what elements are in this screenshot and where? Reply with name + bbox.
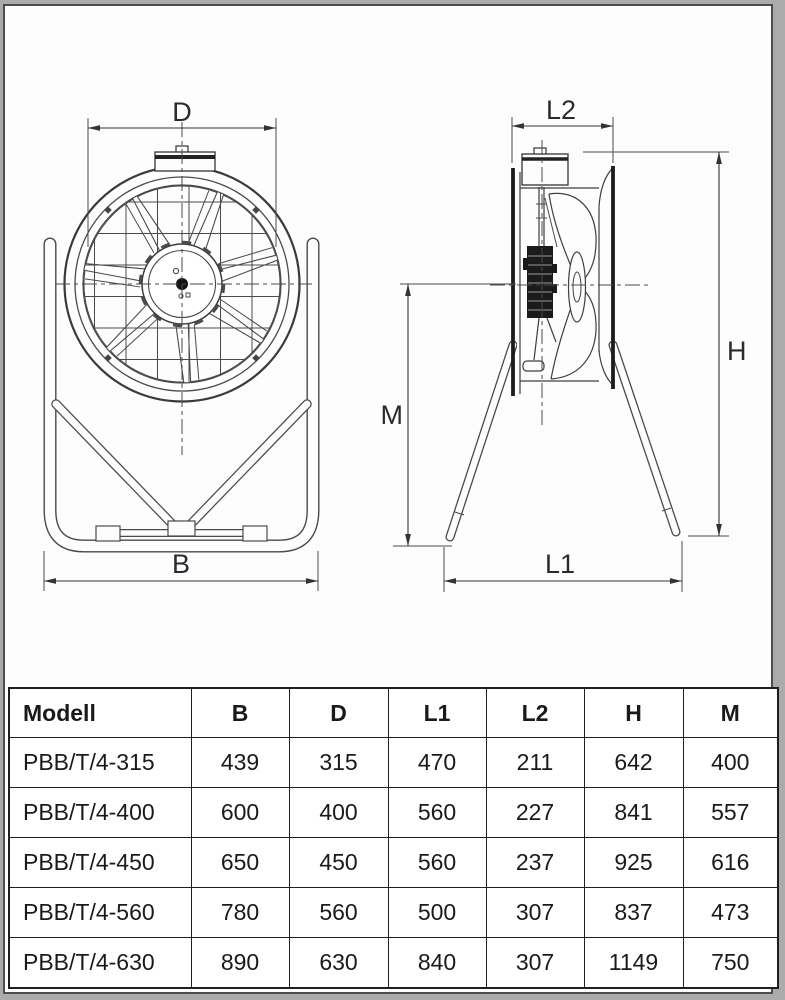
table-row (9, 938, 778, 989)
dimension-label-d: D (172, 97, 192, 127)
dimension-b (44, 549, 318, 591)
column-header-h: H (584, 688, 683, 738)
table-cell: 1149 (584, 938, 683, 989)
model-name-cell: PBB/T/4-450 (9, 838, 191, 888)
dimension-l2 (512, 95, 613, 163)
table-cell: 237 (486, 838, 584, 888)
column-header-b: B (191, 688, 289, 738)
table-header (9, 688, 778, 738)
table-cell: 307 (486, 938, 584, 989)
dimension-label-m: M (380, 400, 403, 430)
fan-front-view (44, 97, 318, 591)
model-name-cell: PBB/T/4-315 (9, 738, 191, 788)
table-cell: 400 (289, 788, 388, 838)
table-cell: 315 (289, 738, 388, 788)
table-header-row (9, 688, 778, 738)
table-cell: 600 (191, 788, 289, 838)
table-cell: 307 (486, 888, 584, 938)
front-junction-box (155, 146, 215, 171)
dimension-m (381, 284, 517, 546)
table-cell: 650 (191, 838, 289, 888)
column-header-l1: L1 (388, 688, 486, 738)
table-cell: 841 (584, 788, 683, 838)
dimensions-table (8, 687, 779, 989)
table-cell: 840 (388, 938, 486, 989)
dimension-label-l1: L1 (544, 549, 576, 579)
dimension-label-b: B (171, 549, 191, 579)
table-cell: 780 (191, 888, 289, 938)
table-cell: 890 (191, 938, 289, 989)
table-row (9, 888, 778, 938)
table-row (9, 738, 778, 788)
dimension-h (583, 152, 747, 536)
table-cell: 211 (486, 738, 584, 788)
table-cell: 500 (388, 888, 486, 938)
side-junction-box (522, 148, 568, 185)
column-header-m: M (683, 688, 778, 738)
table-cell: 925 (584, 838, 683, 888)
table-cell: 473 (683, 888, 778, 938)
dimension-l1 (444, 541, 682, 592)
model-name-cell: PBB/T/4-560 (9, 888, 191, 938)
table-cell: 470 (388, 738, 486, 788)
table-cell: 439 (191, 738, 289, 788)
column-header-d: D (289, 688, 388, 738)
model-name-cell: PBB/T/4-630 (9, 938, 191, 989)
table-cell: 560 (289, 888, 388, 938)
fan-side-view (381, 95, 747, 592)
table-cell: 450 (289, 838, 388, 888)
table-cell: 750 (683, 938, 778, 989)
dimension-label-l2: L2 (545, 95, 577, 125)
column-header-l2: L2 (486, 688, 584, 738)
table-row (9, 788, 778, 838)
table-row (9, 838, 778, 888)
dimension-label-h: H (727, 336, 747, 366)
table-cell: 616 (683, 838, 778, 888)
table-cell: 560 (388, 788, 486, 838)
model-name-cell: PBB/T/4-400 (9, 788, 191, 838)
table-cell: 630 (289, 938, 388, 989)
table-cell: 642 (584, 738, 683, 788)
table-cell: 400 (683, 738, 778, 788)
column-header-modell: Modell (9, 688, 191, 738)
table-cell: 227 (486, 788, 584, 838)
table-cell: 557 (683, 788, 778, 838)
table-cell: 560 (388, 838, 486, 888)
table-cell: 837 (584, 888, 683, 938)
